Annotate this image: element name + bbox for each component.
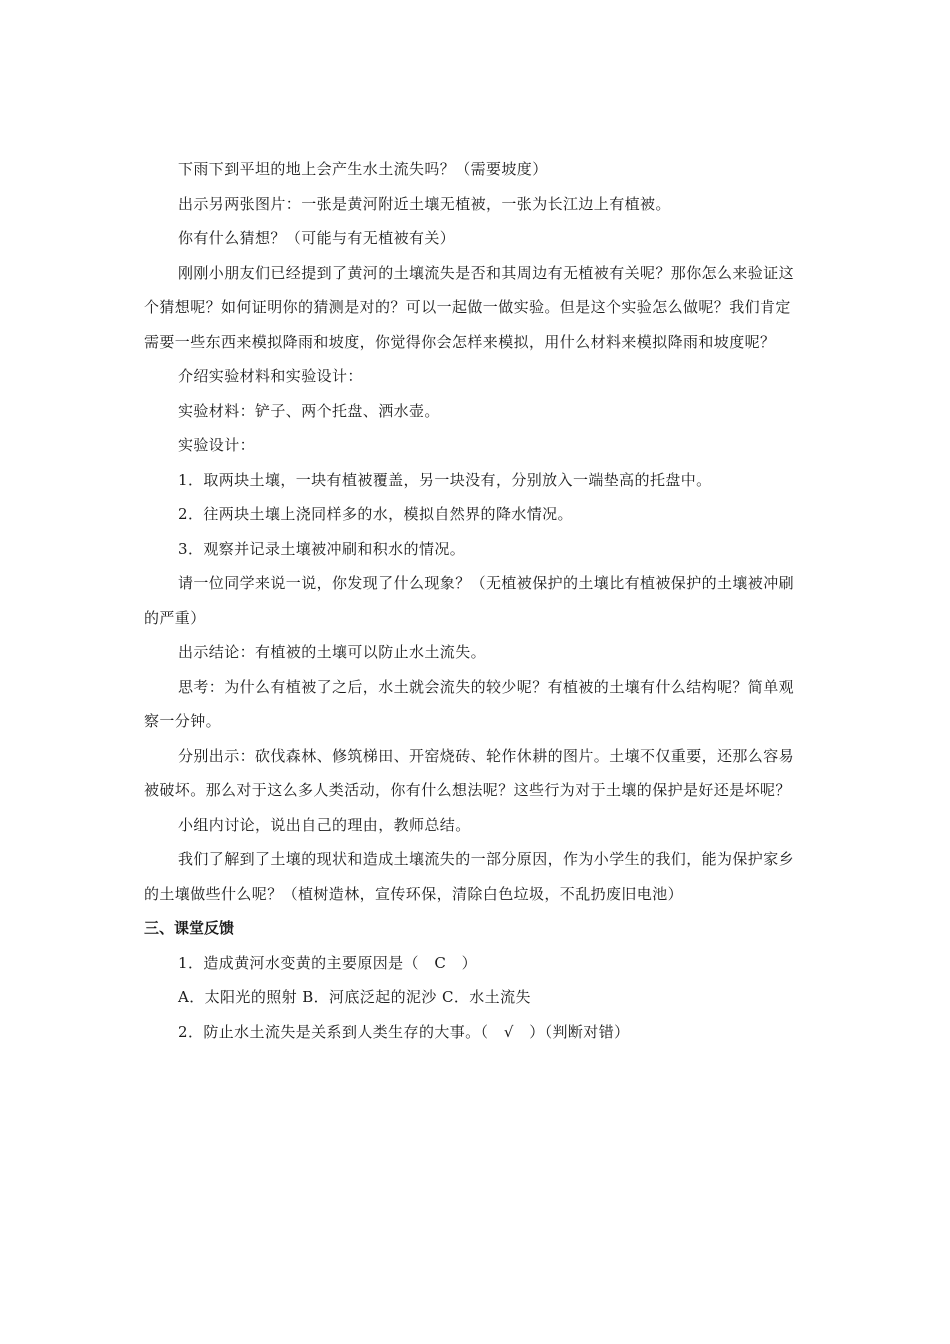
section-heading: 三、课堂反馈 (144, 919, 235, 937)
paragraph: 请一位同学来说一说，你发现了什么现象？（无植被保护的土壤比有植被保护的土壤被冲刷的严重） (144, 574, 795, 627)
paragraph: 出示另两张图片：一张是黄河附近土壤无植被，一张为长江边上有植被。 (178, 194, 671, 213)
paragraph: 分别出示：砍伐森林、修筑梯田、开窑烧砖、轮作休耕的图片。土壤不仅重要，还那么容易被破坏。那么对于这么多人类活动，你有什么想法呢？这些行为对于土壤的保护是好还是坏呢？ (144, 746, 795, 799)
paragraph: 下雨下到平坦的地上会产生水土流失吗？（需要坡度） (178, 160, 548, 178)
paragraph: 2．往两块土壤上浇同样多的水，模拟自然界的降水情况。 (178, 505, 573, 523)
paragraph: 1．取两块土壤，一块有植被覆盖，另一块没有，分别放入一端垫高的托盘中。 (178, 470, 712, 489)
paragraph: 小组内讨论，说出自己的理由，教师总结。 (178, 815, 471, 834)
paragraph: 你有什么猜想？（可能与有无植被有关） (178, 229, 456, 247)
paragraph: 思考：为什么有植被了之后，水土就会流失的较少呢？有植被的土壤有什么结构呢？简单观察一分钟。 (144, 677, 795, 730)
document-body (144, 152, 804, 1049)
question-item: 2．防止水土流失是关系到人类生存的大事。（ √ ）（判断对错） (178, 1022, 630, 1041)
paragraph: 3．观察并记录土壤被冲刷和积水的情况。 (178, 539, 466, 558)
paragraph: 介绍实验材料和实验设计： (178, 367, 363, 385)
answer-options: A．太阳光的照射 B．河底泛起的泥沙 C．水土流失 (178, 988, 531, 1006)
paragraph: 出示结论：有植被的土壤可以防止水土流失。 (178, 643, 487, 661)
paragraph: 实验设计： (178, 436, 256, 454)
question-item: 1．造成黄河水变黄的主要原因是（ C ） (178, 953, 478, 972)
paragraph: 我们了解到了土壤的现状和造成土壤流失的一部分原因，作为小学生的我们，能为保护家乡的土壤做些什么呢？（植树造林，宣传环保，清除白色垃圾，不乱扔废旧电池） (144, 850, 795, 903)
paragraph: 实验材料：铲子、两个托盘、洒水壶。 (178, 401, 440, 420)
paragraph: 刚刚小朋友们已经提到了黄河的土壤流失是否和其周边有无植被有关呢？那你怎么来验证这个猜想呢？如何证明你的猜测是对的？可以一起做一做实验。但是这个实验怎么做呢？我们肯定需要一些东西来模拟降雨和坡度，你觉得你会怎样来模拟，用什么材料来模拟降雨和坡度呢？ (144, 263, 795, 351)
